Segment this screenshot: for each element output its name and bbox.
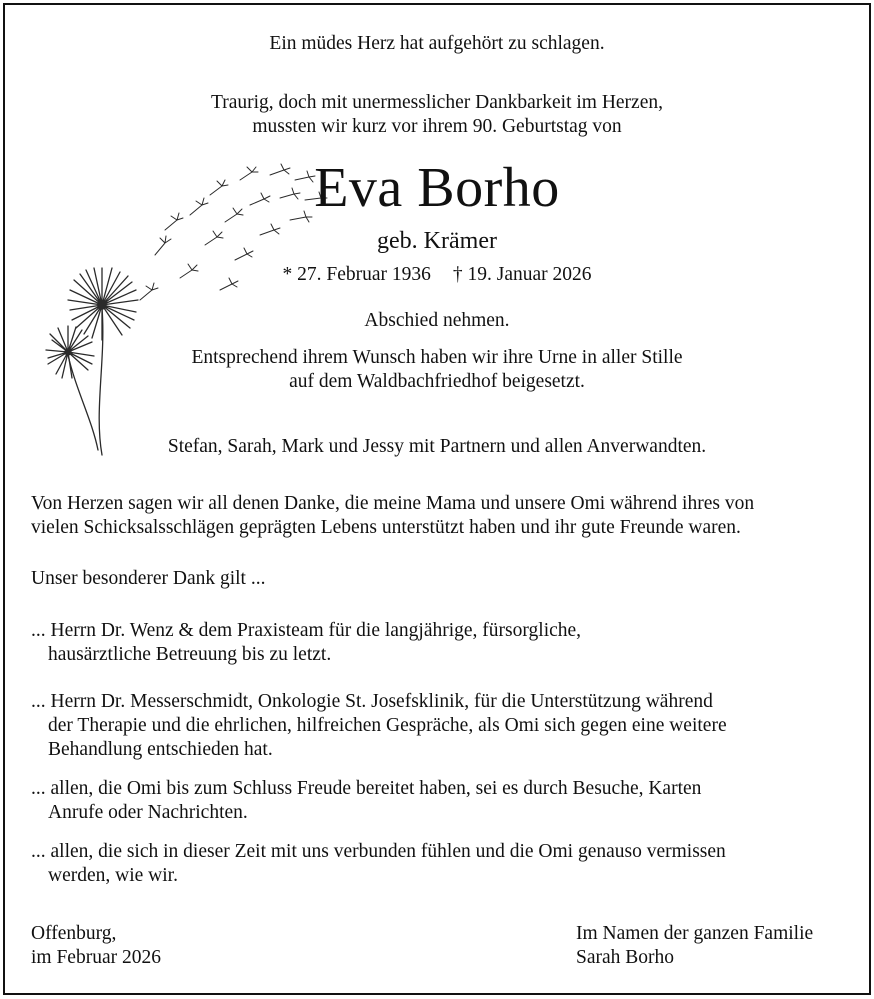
intro-line: Traurig, doch mit unermesslicher Dankbarkeit im Herzen,	[211, 92, 663, 113]
thanks-intro-line: Von Herzen sagen wir all denen Danke, die meine Mama und unsere Omi während ihres von	[31, 493, 755, 514]
thanks-item-line: der Therapie und die ehrlichen, hilfreichen Gespräche, als Omi sich gegen eine weitere	[48, 715, 727, 736]
maiden-name: geb. Krämer	[377, 228, 497, 254]
thanks-item-line: ... Herrn Dr. Messerschmidt, Onkologie St. Josefsklinik, für die Unterstützung während	[31, 691, 713, 712]
thanks-intro-line: vielen Schicksalsschlägen geprägten Lebens unterstützt haben und ihr gute Freunde waren.	[31, 517, 741, 538]
special-thanks-heading: Unser besonderer Dank gilt ...	[31, 568, 266, 589]
thanks-item-line: werden, wie wir.	[48, 865, 178, 886]
thanks-item-line: Anrufe oder Nachrichten.	[48, 802, 248, 823]
mourners-line: Stefan, Sarah, Mark und Jessy mit Partnern und allen Anverwandten.	[167, 436, 707, 457]
farewell-line: Abschied nehmen.	[364, 310, 510, 331]
deceased-name: Eva Borho	[314, 157, 560, 219]
thanks-item-line: Behandlung entschieden hat.	[48, 739, 273, 760]
burial-line: Entsprechend ihrem Wunsch haben wir ihre Urne in aller Stille	[191, 347, 683, 368]
death-date: † 19. Januar 2026	[452, 264, 592, 285]
thanks-item-line: ... Herrn Dr. Wenz & dem Praxisteam für die langjährige, fürsorgliche,	[31, 620, 582, 641]
signature-line: Sarah Borho	[576, 947, 675, 968]
birth-date: * 27. Februar 1936	[282, 264, 431, 285]
family-line: Im Namen der ganzen Familie	[576, 923, 814, 944]
thanks-item-line: ... allen, die Omi bis zum Schluss Freude bereitet haben, sei es durch Besuche, Karten	[31, 778, 702, 799]
thanks-item-line: ... allen, die sich in dieser Zeit mit uns verbunden fühlen und die Omi genauso vermissen	[31, 841, 726, 862]
opening-line: Ein müdes Herz hat aufgehört zu schlagen.	[269, 33, 605, 54]
intro-line: mussten wir kurz vor ihrem 90. Geburtstag von	[252, 116, 622, 137]
burial-line: auf dem Waldbachfriedhof beigesetzt.	[289, 371, 585, 392]
place-line: Offenburg,	[31, 923, 117, 944]
life-dates	[0, 263, 874, 287]
date-line: im Februar 2026	[31, 947, 161, 968]
thanks-item-line: hausärztliche Betreuung bis zu letzt.	[48, 644, 332, 665]
